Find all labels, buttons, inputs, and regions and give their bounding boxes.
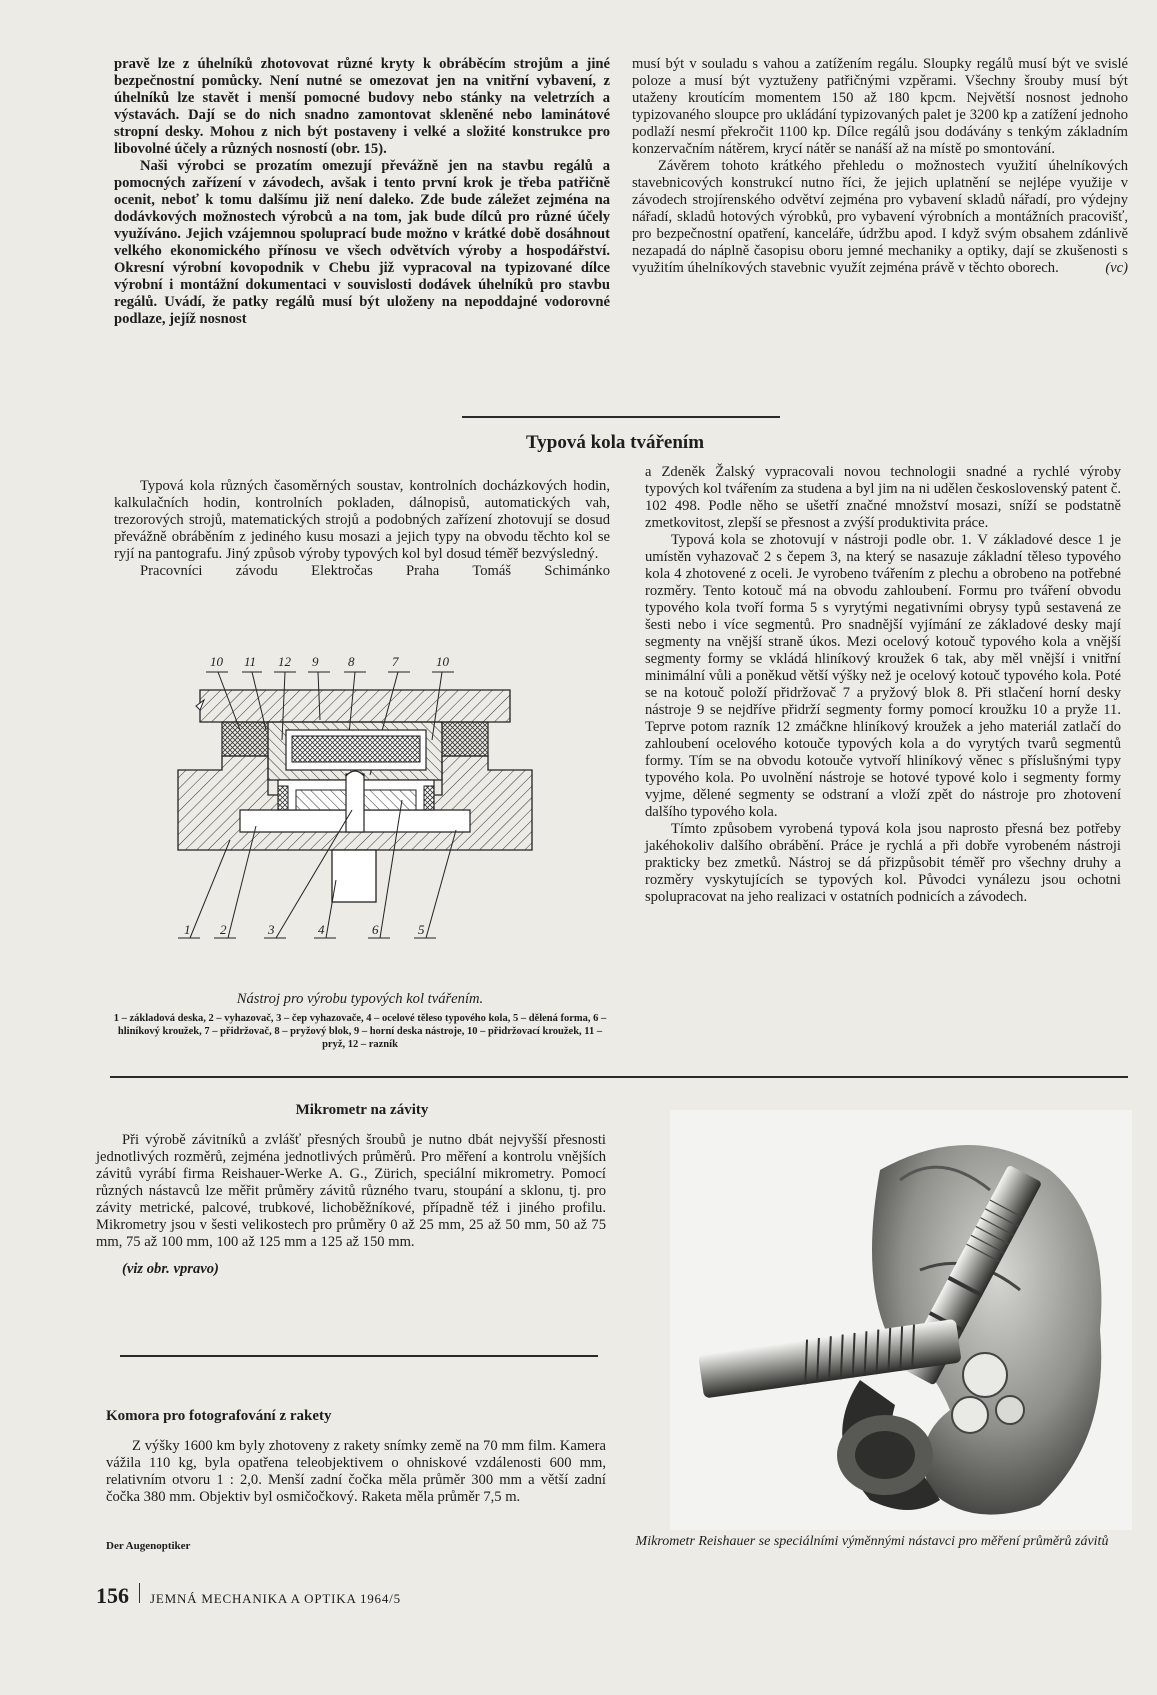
figure-label: 1 (184, 922, 191, 937)
paragraph (632, 158, 1128, 277)
paragraph: Z výšky 1600 km byly zhotoveny z rakety snímky země na 70 mm film. Kamera vážila 110 kg, byla opatřena teleobjektivem o ohniskové vzdálenosti 600 mm, relativním otvoru 1 : 2,0. Menší zadní čočka měla průměr 300 mm a větší zadní čočka 380 mm. Objektiv byl osmičočkový. Raketa měla průměr 7,5 m. (106, 1438, 606, 1505)
figure-label: 4 (318, 922, 325, 937)
figure-legend: 1 – základová deska, 2 – vyhazovač, 3 – čep vyhazovače, 4 – ocelové těleso typového kola, 5 – dělená forma, 6 – hliníkový kroužek, 7 – přidržovač, 8 – pryžový blok, 9 – horní deska nástroje, 10 – přidržovací kroužek, 11 – pryž, 12 – razník (113, 1013, 607, 1050)
photo-caption: Mikrometr Reishauer se speciálními výměnnými nástavci pro měření průměrů závitů (635, 1534, 1109, 1549)
page-footer (96, 1583, 401, 1609)
figure-caption: Nástroj pro výrobu typových kol tvářením. (236, 991, 484, 1007)
source-credit: Der Augenoptiker (106, 1540, 191, 1552)
paragraph: Pracovníci závodu Elektročas Praha Tomáš Schimánko (140, 563, 610, 579)
article2-body (96, 1132, 606, 1278)
figure-label: 2 (220, 922, 227, 937)
figure-reference: (viz obr. vpravo) (122, 1261, 219, 1277)
author-signature: (vc) (1105, 260, 1128, 276)
tool-drawing (170, 650, 570, 980)
article1-left-column (114, 478, 610, 580)
figure-label: 7 (392, 654, 399, 669)
figure-label: 6 (372, 922, 379, 937)
paragraph: musí být v souladu s vahou a zatížením regálu. Sloupky regálů musí být ve svislé poloze a musí být vyztuženy patřičnými vzpěrami. Všechny šrouby musí být utaženy kroutícím momentem 150 až 180 kpcm. Největší nosnost jednoho typizovaného sloupce pro ukládání typizovaných palet je 3200 kp a zatížení jednoho podlaží nesmí překročit 1100 kp. Dílce regálů jsou dodávány s tenkým základním konzervačním nátěrem, krycí nátěr se nanáší až na místě po smontování. (632, 56, 1128, 157)
article3-body (106, 1438, 606, 1506)
figure-label: 5 (418, 922, 425, 937)
paragraph: pravě lze z úhelníků zhotovovat různé kryty k obráběcím strojům a jiné bezpečnostní pomůcky. Není nutné se omezovat jen na vnitřní vybavení, z úhelníků lze stavět i menší pomocné budovy nebo stánky na veletrzích a výstavách. Dají se do nich snadno zamontovat skleněné nebo laminátové stropní desky. Mohou z nich být postaveny i velké a složité konstrukce pro libovolné účely a různých nosností (obr. 15). (114, 56, 610, 157)
figure-label: 12 (278, 654, 291, 669)
article-title: Typová kola tvářením (526, 432, 705, 453)
figure-label: 9 (312, 654, 319, 669)
article-title: Komora pro fotografování z rakety (106, 1408, 332, 1424)
paragraph: Naši výrobci se prozatím omezují převážně jen na stavbu regálů a pomocných zařízení v závodech, avšak i tento první krok je třeba patřičně ocenit, neboť k tomu dalšímu již není daleko. Zde bude záležet zejména na dodávkových možnostech výrobců a na tom, jak bude dílců pro různé účely využíváno. Jejich vzájemnou spoluprací bude možno v krátké době dosáhnout velkého ekonomického přínosu ve všech odvětvích výroby a hospodářství. Okresní výrobní kovopodnik v Chebu již vypracoval na typizované dílce výrobní i montážní dokumentaci v souvislosti dodávek úhelníků pro stavbu regálů. Uvádí, že patky regálů musí být uloženy na nepoddajné vodorovné podlaze, jejíž nosnost (114, 158, 610, 327)
section-divider (110, 1076, 1128, 1078)
paragraph: a Zdeněk Žalský vypracovali novou technologii snadné a rychlé výroby typových kol tvářením za studena a byl jim na ni udělen československý patent č. 102 498. Podle něho se ušetří značné množství mosazi, sníží se podstatně zmetkovitost, zlepší se přesnost a zvýší produktivita práce. (645, 464, 1121, 531)
article1-right-column (645, 464, 1121, 906)
figure-label: 8 (348, 654, 355, 669)
figure-label: 3 (268, 922, 275, 937)
micrometer-photo (670, 1110, 1132, 1530)
journal-name: JEMNÁ MECHANIKA A OPTIKA 1964/5 (150, 1591, 401, 1606)
paragraph: Typová kola různých časoměrných soustav, kontrolních docházkových hodin, kalkulačních hodin, kontrolních pokladen, dálnopisů, automatických vah, trezorových strojů, matematických strojů a podobných zařízení zhotovují se dosud převážně obráběním z jediného kusu mosazi a jejich typy na obvodu těchto kol se ryjí na pantografu. Jiný způsob výroby typových kol byl dosud téměř bezvýsledný. (114, 478, 610, 562)
top-left-column (114, 56, 610, 328)
section-divider (120, 1355, 598, 1357)
page-number: 156 (96, 1583, 129, 1608)
paragraph-text: Závěrem tohoto krátkého přehledu o možnostech využití úhelníkových stavebnicových konstrukcí nutno říci, že jejich uplatnění se nejlépe využije v závodech strojírenského odvětví zejména pro vybavení skladů nářadí, pro výdejny nářadí, skladů hotových výrobků, pro vybavení výrobních a montážních pracovišť, pro bezpečnostní opatření, kanceláře, údržbu apod. I když svým obsahem zdánlivě nezapadá do náplně časopisu oboru jemné mechaniky a optiky, dají se zkušenosti s využitím úhelníkových stavebnic využít zejména právě v těchto oborech. (632, 158, 1128, 276)
paragraph: Při výrobě závitníků a zvlášť přesných šroubů je nutno dbát nejvyšší přesnosti jednotlivých rozměrů, zejména jednotlivých průměrů. Pro měření a kontrolu vnějších závitů vyrábí firma Reishauer-Werke A. G., Zürich, speciální mikrometry. Pomocí různých nástavců lze měřit průměry závitů různého tvaru, stoupání a sklonu, tj. pro závity metrické, palcové, trubkové, lichoběžníkové, případně též i jiného profilu. Mikrometry jsou v šesti velikostech pro průměry 0 až 25 mm, 25 až 50 mm, 50 až 75 mm, 75 až 100 mm, 100 až 125 mm a 125 až 150 mm. (96, 1132, 606, 1250)
section-divider (462, 416, 780, 418)
paragraph: Tímto způsobem vyrobená typová kola jsou naprosto přesná bez potřeby jakéhokoliv dalšího obrábění. Práce je rychlá a při dobře vyrobeném nástroji prakticky bez zmetků. Nástroj se dá přizpůsobit téměř pro všechny druhy a rozměry vyskytujících se typových kol. Původci vynálezu jsou ochotni spolupracovat na jeho realizaci v ostatních podnicích a závodech. (645, 821, 1121, 905)
article-title: Mikrometr na závity (295, 1102, 429, 1118)
top-right-column (632, 56, 1128, 277)
footer-separator (139, 1583, 140, 1603)
figure-label: 11 (244, 654, 257, 669)
figure-label: 10 (436, 654, 449, 669)
paragraph: Typová kola se zhotovují v nástroji podle obr. 1. V základové desce 1 je umístěn vyhazovač 2 s čepem 3, na který se nasazuje základní těleso typového kola 4 zhotovené z oceli. Je vyrobeno tvářením z plechu a obrobeno na potřebné rozměry. Tento kotouč má na obvodu zahloubení. Formu pro tváření obvodu typového kola tvoří forma 5 s vyrytými negativními obrysy typů sestavená ze šesti nebo i více segmentů. Pro snadnější vyjímání ze základové desky mají segmenty na vnější straně úkos. Mezi ocelový kotouč typového kola a vnější segmenty formy se vkládá hliníkový kroužek 6 tak, aby měl vnější i vnitřní minimální vůli a poněkud větší výšky než je ocelový kotouč typového kola. Poté se na kotouč položí přidržovač 7 a pryžový blok 8. Při stlačení horní desky nástroje 9 se nejdříve přidrží segmenty formy pomocí kroužku 10 a pryže 11. Teprve potom razník 12 zmáčkne hliníkový kroužek a jeho materiál zatlačí do zahloubení ocelového kotouče typových kola a do vyrytých tvarů segmentů formy. Tím se na obvodu kotouče vytvoří hliníkový věnec s příslušnými typy typového kola. Po uvolnění nástroje se hotové typové kolo i segmenty formy vyjme, dělené segmenty se odstraní a vloží zpět do nástroje pro zhotovení dalšího typového kola. (645, 532, 1121, 820)
figure-label: 10 (210, 654, 223, 669)
